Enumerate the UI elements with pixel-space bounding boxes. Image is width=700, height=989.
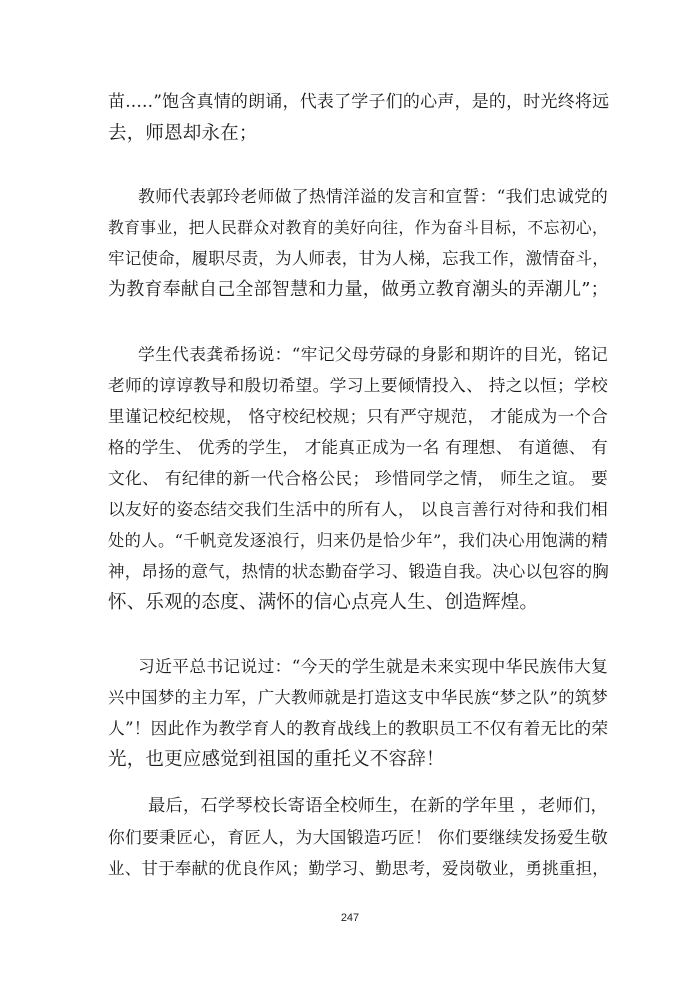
text-line: 教师代表郭玲老师做了热情洋溢的发言和宣誓：“我们忠诚党的: [138, 186, 608, 206]
text-line: 你们要秉匠心，育匠人，为大国锻造巧匠！ 你们要继续发扬爱生敬: [108, 827, 608, 847]
text-line: 兴中国梦的主力军，广大教师就是打造这支中华民族“梦之队”的筑梦: [108, 688, 608, 707]
text-line: 老师的谆谆教导和殷切希望。学习上要倾情投入、 持之以恒；学校: [108, 375, 608, 395]
paragraph-2: [108, 181, 608, 305]
text-line: 教育事业，把人民群众对教育的美好向往，作为奋斗目标，不忘初心，: [108, 218, 608, 237]
text-line: 去，师恩却永在；: [108, 123, 258, 144]
text-line: 里谨记校纪校规， 恪守校纪校规；只有严守规范， 才能成为一个合: [108, 407, 608, 426]
text-line: 人”！因此作为教学育人的教育战线上的教职员工不仅有着无比的荣: [108, 718, 609, 738]
text-line: 处的人。“千帆竞发逐浪行，归来仍是恰少年”，我们决心用饱满的精: [108, 531, 608, 550]
text-line: 习近平总书记说过：“今天的学生就是未来实现中华民族伟大复: [138, 656, 608, 676]
page-number: 247: [340, 912, 360, 924]
text-line: 光，也更应感觉到祖国的重托义不容辞！: [108, 749, 445, 770]
paragraph-1: [108, 87, 608, 149]
text-line: 最后，石学琴校长寄语全校师生，在新的学年里 ，老师们，: [148, 796, 608, 816]
text-line: 怀、乐观的态度、满怀的信心点亮人生、创造辉煌。: [108, 592, 539, 613]
text-line: 学生代表龚希扬说：“牢记父母劳碌的身影和期许的目光，铭记: [138, 344, 608, 364]
text-line: 以友好的姿态结交我们生活中的所有人， 以良言善行对待和我们相: [108, 499, 608, 519]
text-line: 牢记使命，履职尽责，为人师表，甘为人梯，忘我工作，激情奋斗，: [108, 249, 609, 268]
paragraph-5: [108, 791, 608, 884]
paragraph-3: [108, 339, 608, 618]
text-line: 格的学生、 优秀的学生， 才能真正成为一名 有理想、 有道德、 有: [108, 438, 608, 457]
paragraph-4: [108, 651, 608, 775]
text-line: 苗.....”饱含真情的朗诵，代表了学子们的心声，是的，时光终将远: [108, 92, 610, 112]
text-line: 业、甘于奉献的优良作风；勤学习、勤思考，爱岗敬业，勇挑重担，: [108, 859, 609, 878]
text-line: 文化、 有纪律的新一代合格公民； 珍惜同学之情， 师生之谊。 要: [108, 468, 608, 488]
text-line: 神，昂扬的意气，热情的状态勤奋学习、锻造自我。决心以包容的胸: [108, 562, 609, 581]
text-line: 为教育奉献自己全部智慧和力量，做勇立教育潮头的弄潮儿”；: [108, 279, 609, 300]
